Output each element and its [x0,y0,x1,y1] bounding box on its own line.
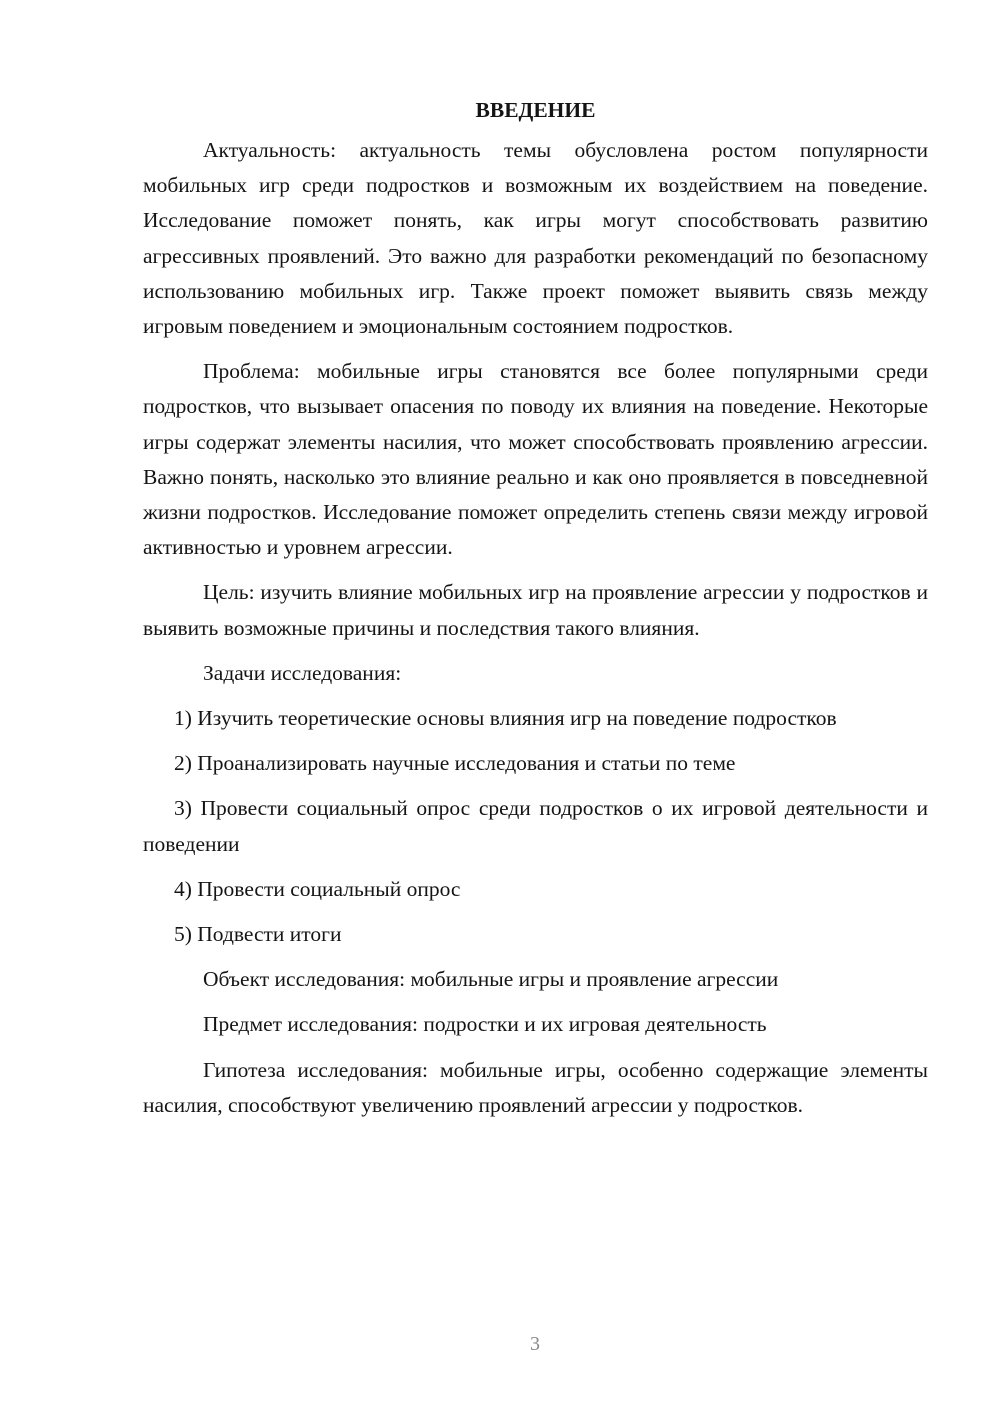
research-subject: Предмет исследования: подростки и их игровая деятельность [203,1012,767,1037]
page-number: 3 [530,1333,540,1355]
tasks-heading: Задачи исследования: [203,660,402,685]
task-item-1: 1) Изучить теоретические основы влияния игр на поведение подростков [174,706,837,731]
page-content [143,93,928,1133]
goal-paragraph: Цель: изучить влияние мобильных игр на проявление агрессии у подростков и выявить возможные причины и последствия такого влияния. [143,580,928,640]
research-hypothesis: Гипотеза исследования: мобильные игры, особенно содержащие элементы насилия, способствуют увеличению проявлений агрессии у подростков. [143,1057,928,1117]
problem-paragraph: Проблема: мобильные игры становятся все более популярными среди подростков, что вызывает опасения по поводу их влияния на поведение. Некоторые игры содержат элементы насилия, что может способствовать проявлению агрессии. Важно понять, насколько это влияние реально и как оно проявляется в повседневной жизни подростков. Исследование поможет определить степень связи между игровой активностью и уровнем агрессии. [143,359,928,560]
task-item-2: 2) Проанализировать научные исследования и статьи по теме [174,751,736,776]
task-item-3: 3) Провести социальный опрос среди подростков о их игровой деятельности и поведении [143,796,928,856]
relevance-paragraph: Актуальность: актуальность темы обусловлена ростом популярности мобильных игр среди подростков и возможным их воздействием на поведение. Исследование поможет понять, как игры могут способствовать развитию агрессивных проявлений. Это важно для разработки рекомендаций по безопасному использованию мобильных игр. Также проект поможет выявить связь между игровым поведением и эмоциональным состоянием подростков. [143,138,928,339]
task-item-4: 4) Провести социальный опрос [174,876,461,901]
task-item-5: 5) Подвести итоги [174,922,342,947]
section-heading: ВВЕДЕНИЕ [475,98,596,122]
research-object: Объект исследования: мобильные игры и проявление агрессии [203,967,779,992]
